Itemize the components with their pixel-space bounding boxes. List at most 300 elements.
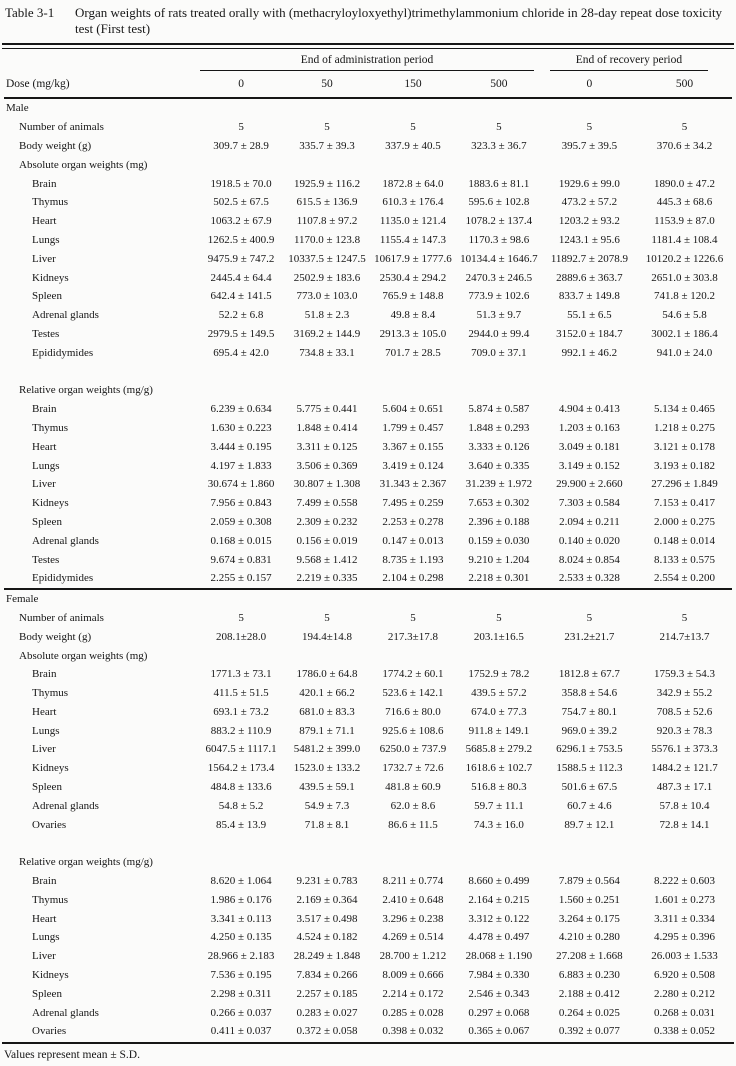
empty-cells xyxy=(198,381,732,400)
cell-value: 5 xyxy=(410,611,416,624)
row-label: Heart xyxy=(32,215,57,228)
cell-value: 1890.0 ± 47.2 xyxy=(653,177,715,190)
cell-value: 7.536 ± 0.195 xyxy=(210,969,272,982)
cell-value: 1883.6 ± 81.1 xyxy=(468,177,530,190)
cell-value: 765.9 ± 148.8 xyxy=(382,290,444,303)
cell-value: 501.6 ± 67.5 xyxy=(561,781,618,794)
cell-value: 54.8 ± 5.2 xyxy=(218,799,264,812)
row-label: Liver xyxy=(32,478,56,491)
cell-value: 2979.5 ± 149.5 xyxy=(207,327,275,340)
cell-value: 1135.0 ± 121.4 xyxy=(379,215,447,228)
cell-value: 1929.6 ± 99.0 xyxy=(558,177,620,190)
cell-value: 3.193 ± 0.182 xyxy=(653,459,715,472)
cell-value: 27.296 ± 1.849 xyxy=(651,478,718,491)
cell-value: 6296.1 ± 753.5 xyxy=(556,743,623,756)
empty-cells xyxy=(198,646,732,665)
table-row xyxy=(4,456,732,475)
section-label: Male xyxy=(6,102,29,115)
cell-value: 7.153 ± 0.417 xyxy=(653,497,715,510)
table-title-text: Organ weights of rats treated orally with (methacryloyloxyethyl)trimethylammonium chloride in 28-day repeat dose toxicity test (First test) xyxy=(75,5,723,36)
cell-value: 85.4 ± 13.9 xyxy=(216,818,267,831)
cell-value: 231.2±21.7 xyxy=(564,630,615,643)
table-row xyxy=(4,343,732,362)
empty-cells xyxy=(198,853,732,872)
cell-value: 883.2 ± 110.9 xyxy=(210,724,272,737)
cell-value: 2.059 ± 0.308 xyxy=(210,515,272,528)
table-row xyxy=(4,703,732,722)
cell-value: 1564.2 ± 173.4 xyxy=(207,762,275,775)
table-row xyxy=(4,796,732,815)
table-row xyxy=(4,287,732,306)
cell-value: 2.219 ± 0.335 xyxy=(296,572,358,585)
row-label: Liver xyxy=(32,743,56,756)
subheader-row xyxy=(4,853,732,872)
cell-value: 0.372 ± 0.058 xyxy=(296,1025,358,1038)
table-row xyxy=(4,437,732,456)
table-row xyxy=(4,569,732,589)
cell-value: 5685.8 ± 279.2 xyxy=(465,743,533,756)
table-row xyxy=(4,665,732,684)
cell-value: 51.8 ± 2.3 xyxy=(304,309,350,322)
cell-value: 4.269 ± 0.514 xyxy=(382,931,444,944)
cell-value: 1.986 ± 0.176 xyxy=(210,893,272,906)
empty-cells xyxy=(198,155,732,174)
cell-value: 0.264 ± 0.025 xyxy=(558,1006,620,1019)
cell-value: 323.3 ± 36.7 xyxy=(471,139,527,152)
cell-value: 7.956 ± 0.843 xyxy=(210,497,272,510)
cell-value: 217.3±17.8 xyxy=(387,630,438,643)
row-label: Brain xyxy=(32,668,57,681)
cell-value: 4.210 ± 0.280 xyxy=(558,931,620,944)
cell-value: 5 xyxy=(496,121,502,134)
cell-value: 3.312 ± 0.122 xyxy=(468,912,530,925)
cell-value: 5.775 ± 0.441 xyxy=(296,403,358,416)
subheader-row xyxy=(4,155,732,174)
table-row xyxy=(4,137,732,156)
cell-value: 3.341 ± 0.113 xyxy=(210,912,272,925)
table-row xyxy=(4,815,732,834)
cell-value: 3.367 ± 0.155 xyxy=(382,440,444,453)
cell-value: 920.3 ± 78.3 xyxy=(656,724,713,737)
table-row xyxy=(4,475,732,494)
cell-value: 5481.2 ± 399.0 xyxy=(293,743,361,756)
row-label: Adrenal glands xyxy=(32,1006,99,1019)
empty-header-cell xyxy=(4,49,198,71)
cell-value: 3152.0 ± 184.7 xyxy=(556,327,623,340)
row-label: Ovaries xyxy=(32,818,67,831)
cell-value: 7.653 ± 0.302 xyxy=(468,497,530,510)
cell-value: 2.309 ± 0.232 xyxy=(296,515,358,528)
cell-value: 3.506 ± 0.369 xyxy=(296,459,358,472)
cell-value: 642.4 ± 141.5 xyxy=(210,290,272,303)
cell-value: 72.8 ± 14.1 xyxy=(659,818,710,831)
dose-value-admin-150: 150 xyxy=(370,71,456,98)
table-row xyxy=(4,947,732,966)
row-label: Number of animals xyxy=(19,121,104,134)
cell-value: 708.5 ± 52.6 xyxy=(656,705,713,718)
table-row xyxy=(4,966,732,985)
cell-value: 1203.2 ± 93.2 xyxy=(558,215,620,228)
cell-value: 2.218 ± 0.301 xyxy=(468,572,530,585)
cell-value: 879.1 ± 71.1 xyxy=(299,724,355,737)
row-label: Epididymides xyxy=(32,346,94,359)
cell-value: 1170.3 ± 98.6 xyxy=(468,233,530,246)
cell-value: 1262.5 ± 400.9 xyxy=(207,233,275,246)
cell-value: 5 xyxy=(324,121,330,134)
cell-value: 1.203 ± 0.163 xyxy=(558,421,620,434)
row-label: Testes xyxy=(32,327,60,340)
cell-value: 4.250 ± 0.135 xyxy=(210,931,272,944)
cell-value: 5 xyxy=(410,121,416,134)
cell-value: 1153.9 ± 87.0 xyxy=(654,215,715,228)
cell-value: 773.0 ± 103.0 xyxy=(296,290,358,303)
cell-value: 925.6 ± 108.6 xyxy=(382,724,444,737)
cell-value: 2445.4 ± 64.4 xyxy=(210,271,272,284)
dose-value-admin-50: 50 xyxy=(284,71,370,98)
row-label: Lungs xyxy=(32,931,60,944)
cell-value: 2.546 ± 0.343 xyxy=(468,987,530,1000)
section-header-row-male xyxy=(4,98,732,118)
cell-value: 2.104 ± 0.298 xyxy=(382,572,444,585)
row-label: Relative organ weights (mg/g) xyxy=(19,856,153,869)
cell-value: 5 xyxy=(586,121,593,134)
cell-value: 86.6 ± 11.5 xyxy=(388,818,438,831)
table-row xyxy=(4,740,732,759)
cell-value: 30.807 ± 1.308 xyxy=(293,478,361,491)
cell-value: 2.257 ± 0.185 xyxy=(296,987,358,1000)
cell-value: 0.147 ± 0.013 xyxy=(382,534,444,547)
row-label: Liver xyxy=(32,252,56,265)
cell-value: 74.3 ± 16.0 xyxy=(473,818,524,831)
cell-value: 9.674 ± 0.831 xyxy=(210,553,272,566)
dose-value-recovery-500: 500 xyxy=(637,71,732,98)
row-label: Lungs xyxy=(32,233,60,246)
table-row xyxy=(4,212,732,231)
table-row xyxy=(4,928,732,947)
table-row xyxy=(4,872,732,891)
row-label: Thymus xyxy=(32,687,69,700)
table-row xyxy=(4,627,732,646)
cell-value: 4.524 ± 0.182 xyxy=(296,931,358,944)
section-label: Female xyxy=(4,589,732,609)
cell-value: 7.499 ± 0.558 xyxy=(296,497,358,510)
table-row xyxy=(4,721,732,740)
table-title-tag: Table 3-1 xyxy=(5,5,55,20)
cell-value: 1918.5 ± 70.0 xyxy=(210,177,272,190)
cell-value: 484.8 ± 133.6 xyxy=(210,781,272,794)
cell-value: 8.222 ± 0.603 xyxy=(653,875,715,888)
cell-value: 3.444 ± 0.195 xyxy=(210,440,272,453)
cell-value: 2.554 ± 0.200 xyxy=(653,572,715,585)
row-label: Spleen xyxy=(32,781,62,794)
cell-value: 9.210 ± 1.204 xyxy=(468,553,530,566)
cell-value: 1618.6 ± 102.7 xyxy=(465,762,533,775)
cell-value: 1.848 ± 0.293 xyxy=(468,421,530,434)
cell-value: 1107.8 ± 97.2 xyxy=(296,215,358,228)
cell-value: 2.214 ± 0.172 xyxy=(382,987,444,1000)
cell-value: 5.134 ± 0.465 xyxy=(653,403,715,416)
cell-value: 754.7 ± 80.1 xyxy=(561,705,618,718)
row-label: Epididymides xyxy=(32,572,94,585)
cell-value: 5 xyxy=(681,121,688,134)
cell-value: 1.848 ± 0.414 xyxy=(296,421,358,434)
cell-value: 28.966 ± 2.183 xyxy=(207,950,275,963)
table-row xyxy=(4,550,732,569)
cell-value: 26.003 ± 1.533 xyxy=(651,950,718,963)
table-row xyxy=(4,531,732,550)
cell-value: 2502.9 ± 183.6 xyxy=(293,271,361,284)
cell-value: 2.169 ± 0.364 xyxy=(296,893,358,906)
cell-value: 3.333 ± 0.126 xyxy=(468,440,530,453)
cell-value: 716.6 ± 80.0 xyxy=(385,705,441,718)
cell-value: 10617.9 ± 1777.6 xyxy=(374,252,452,265)
row-label: Absolute organ weights (mg) xyxy=(19,649,148,662)
cell-value: 0.392 ± 0.077 xyxy=(558,1025,620,1038)
cell-value: 30.674 ± 1.860 xyxy=(207,478,275,491)
cell-value: 5 xyxy=(238,611,244,624)
cell-value: 51.3 ± 9.7 xyxy=(476,309,522,322)
dose-value-admin-0: 0 xyxy=(198,71,284,98)
row-label: Brain xyxy=(32,875,57,888)
cell-value: 8.620 ± 1.064 xyxy=(210,875,272,888)
subheader-row xyxy=(4,381,732,400)
cell-value: 7.834 ± 0.266 xyxy=(296,969,358,982)
cell-value: 8.024 ± 0.854 xyxy=(558,553,620,566)
cell-value: 734.8 ± 33.1 xyxy=(299,346,355,359)
cell-value: 1484.2 ± 121.7 xyxy=(651,762,718,775)
table-row xyxy=(4,249,732,268)
row-label: Brain xyxy=(32,403,57,416)
cell-value: 2.000 ± 0.275 xyxy=(653,515,715,528)
recovery-period-group-cell xyxy=(542,49,732,71)
cell-value: 3.640 ± 0.335 xyxy=(468,459,530,472)
cell-value: 8.133 ± 0.575 xyxy=(653,553,715,566)
row-label: Ovaries xyxy=(32,1025,67,1038)
cell-value: 709.0 ± 37.1 xyxy=(471,346,527,359)
table-row xyxy=(4,1003,732,1022)
table-row xyxy=(4,1022,732,1041)
cell-value: 214.7±13.7 xyxy=(659,630,710,643)
cell-value: 1588.5 ± 112.3 xyxy=(556,762,623,775)
cell-value: 3.419 ± 0.124 xyxy=(382,459,444,472)
cell-value: 5 xyxy=(586,611,593,624)
cell-value: 6.239 ± 0.634 xyxy=(210,403,272,416)
table-title xyxy=(0,0,736,37)
row-label xyxy=(4,362,198,381)
cell-value: 2.255 ± 0.157 xyxy=(210,572,272,585)
cell-value: 487.3 ± 17.1 xyxy=(656,781,713,794)
table-row xyxy=(4,419,732,438)
cell-value: 7.984 ± 0.330 xyxy=(468,969,530,982)
cell-value: 3169.2 ± 144.9 xyxy=(293,327,361,340)
cell-value: 0.285 ± 0.028 xyxy=(382,1006,444,1019)
cell-value: 4.478 ± 0.497 xyxy=(468,931,530,944)
dose-value-admin-500: 500 xyxy=(456,71,542,98)
cell-value: 701.7 ± 28.5 xyxy=(385,346,441,359)
cell-value: 337.9 ± 40.5 xyxy=(385,139,441,152)
table-row xyxy=(4,909,732,928)
cell-value: 1.560 ± 0.251 xyxy=(558,893,620,906)
cell-value: 9.231 ± 0.783 xyxy=(296,875,358,888)
cell-value: 969.0 ± 39.2 xyxy=(561,724,618,737)
cell-value: 6047.5 ± 1117.1 xyxy=(205,743,277,756)
cell-value: 6.920 ± 0.508 xyxy=(653,969,715,982)
row-label: Adrenal glands xyxy=(32,799,99,812)
cell-value: 693.1 ± 73.2 xyxy=(213,705,269,718)
cell-value: 420.1 ± 66.2 xyxy=(299,687,355,700)
cell-value: 1925.9 ± 116.2 xyxy=(293,177,361,190)
cell-value: 208.1±28.0 xyxy=(216,630,267,643)
cell-value: 1786.0 ± 64.8 xyxy=(296,668,358,681)
row-label: Adrenal glands xyxy=(32,534,99,547)
table-row xyxy=(4,494,732,513)
cell-value: 3.121 ± 0.178 xyxy=(653,440,715,453)
cell-value: 4.295 ± 0.396 xyxy=(653,931,715,944)
cell-value: 2.396 ± 0.188 xyxy=(468,515,530,528)
cell-value: 911.8 ± 149.1 xyxy=(468,724,530,737)
cell-value: 395.7 ± 39.5 xyxy=(561,139,618,152)
cell-value: 9.568 ± 1.412 xyxy=(296,553,358,566)
row-label: Body weight (g) xyxy=(19,139,92,152)
cell-value: 1063.2 ± 67.9 xyxy=(210,215,272,228)
footnote: Values represent mean ± S.D. xyxy=(4,1048,140,1061)
row-label: Thymus xyxy=(32,421,69,434)
cell-value: 2530.4 ± 294.2 xyxy=(379,271,447,284)
cell-value: 941.0 ± 24.0 xyxy=(656,346,713,359)
row-label: Heart xyxy=(32,705,57,718)
row-label: Thymus xyxy=(32,893,69,906)
cell-value: 773.9 ± 102.6 xyxy=(468,290,530,303)
dose-value-recovery-0: 0 xyxy=(542,71,637,98)
cell-value: 3.049 ± 0.181 xyxy=(558,440,620,453)
cell-value: 55.1 ± 6.5 xyxy=(567,309,612,322)
cell-value: 0.411 ± 0.037 xyxy=(210,1025,272,1038)
cell-value: 5576.1 ± 373.3 xyxy=(651,743,718,756)
cell-value: 523.6 ± 142.1 xyxy=(382,687,444,700)
cell-value: 28.700 ± 1.212 xyxy=(379,950,447,963)
cell-value: 681.0 ± 83.3 xyxy=(299,705,355,718)
cell-value: 615.5 ± 136.9 xyxy=(296,196,358,209)
cell-value: 6.883 ± 0.230 xyxy=(558,969,620,982)
table-row xyxy=(4,513,732,532)
cell-value: 5 xyxy=(681,611,688,624)
cell-value: 31.239 ± 1.972 xyxy=(465,478,533,491)
cell-value: 342.9 ± 55.2 xyxy=(656,687,713,700)
row-label: Kidneys xyxy=(32,969,69,982)
cell-value: 54.9 ± 7.3 xyxy=(304,799,350,812)
cell-value: 2651.0 ± 303.8 xyxy=(651,271,718,284)
cell-value: 11892.7 ± 2078.9 xyxy=(550,252,628,265)
empty-cells xyxy=(198,834,732,853)
cell-value: 1078.2 ± 137.4 xyxy=(465,215,533,228)
table-row xyxy=(4,400,732,419)
cell-value: 1752.9 ± 78.2 xyxy=(468,668,530,681)
cell-value: 89.7 ± 12.1 xyxy=(564,818,615,831)
row-label: Body weight (g) xyxy=(19,630,92,643)
cell-value: 674.0 ± 77.3 xyxy=(471,705,527,718)
cell-value: 8.211 ± 0.774 xyxy=(382,875,444,888)
cell-value: 1243.1 ± 95.6 xyxy=(558,233,620,246)
recovery-period-label: End of recovery period xyxy=(550,54,708,71)
cell-value: 4.904 ± 0.413 xyxy=(558,403,620,416)
cell-value: 0.297 ± 0.068 xyxy=(468,1006,530,1019)
cell-value: 8.735 ± 1.193 xyxy=(382,553,444,566)
cell-value: 358.8 ± 54.6 xyxy=(561,687,618,700)
cell-value: 0.283 ± 0.027 xyxy=(296,1006,358,1019)
cell-value: 71.8 ± 8.1 xyxy=(304,818,350,831)
cell-value: 4.197 ± 1.833 xyxy=(210,459,272,472)
cell-value: 7.879 ± 0.564 xyxy=(558,875,620,888)
table-row xyxy=(4,231,732,250)
cell-value: 5 xyxy=(324,611,330,624)
cell-value: 3.296 ± 0.238 xyxy=(382,912,444,925)
cell-value: 9475.9 ± 747.2 xyxy=(207,252,275,265)
table-row xyxy=(4,890,732,909)
row-label: Spleen xyxy=(32,515,62,528)
cell-value: 502.5 ± 67.5 xyxy=(213,196,269,209)
row-label: Kidneys xyxy=(32,762,69,775)
cell-value: 2.280 ± 0.212 xyxy=(653,987,715,1000)
cell-value: 1812.8 ± 67.7 xyxy=(558,668,620,681)
table-row xyxy=(4,609,732,628)
cell-value: 27.208 ± 1.668 xyxy=(556,950,623,963)
column-group-row xyxy=(4,49,732,71)
row-label: Adrenal glands xyxy=(32,309,99,322)
subheader-row xyxy=(4,646,732,665)
cell-value: 49.8 ± 8.4 xyxy=(390,309,436,322)
admin-period-group-cell xyxy=(198,49,542,71)
cell-value: 1.601 ± 0.273 xyxy=(653,893,715,906)
table-row xyxy=(4,984,732,1003)
cell-value: 10120.2 ± 1226.6 xyxy=(645,252,724,265)
cell-value: 5 xyxy=(496,611,502,624)
organ-weights-table xyxy=(4,49,732,1041)
spacer-row xyxy=(4,362,732,381)
spacer-row xyxy=(4,834,732,853)
row-label xyxy=(4,834,198,853)
row-label: Spleen xyxy=(32,290,62,303)
cell-value: 0.398 ± 0.032 xyxy=(382,1025,444,1038)
cell-value: 695.4 ± 42.0 xyxy=(213,346,269,359)
cell-value: 54.6 ± 5.8 xyxy=(662,309,707,322)
row-label: Lungs xyxy=(32,459,60,472)
row-label: Thymus xyxy=(32,196,69,209)
cell-value: 0.268 ± 0.031 xyxy=(653,1006,715,1019)
cell-value: 3.264 ± 0.175 xyxy=(558,912,620,925)
cell-value: 3002.1 ± 186.4 xyxy=(651,327,718,340)
table-row xyxy=(4,306,732,325)
cell-value: 1872.8 ± 64.0 xyxy=(382,177,444,190)
cell-value: 0.338 ± 0.052 xyxy=(653,1025,715,1038)
cell-value: 1523.0 ± 133.2 xyxy=(293,762,361,775)
cell-value: 2913.3 ± 105.0 xyxy=(379,327,447,340)
cell-value: 0.156 ± 0.019 xyxy=(296,534,358,547)
cell-value: 335.7 ± 39.3 xyxy=(299,139,355,152)
table-row xyxy=(4,325,732,344)
cell-value: 516.8 ± 80.3 xyxy=(471,781,527,794)
table-row xyxy=(4,118,732,137)
cell-value: 10134.4 ± 1646.7 xyxy=(460,252,538,265)
cell-value: 8.660 ± 0.499 xyxy=(468,875,530,888)
cell-value: 0.159 ± 0.030 xyxy=(468,534,530,547)
cell-value: 2.253 ± 0.278 xyxy=(382,515,444,528)
cell-value: 62.0 ± 8.6 xyxy=(390,799,436,812)
cell-value: 203.1±16.5 xyxy=(473,630,524,643)
row-label: Brain xyxy=(32,177,57,190)
cell-value: 28.068 ± 1.190 xyxy=(465,950,533,963)
cell-value: 445.3 ± 68.6 xyxy=(656,196,713,209)
cell-value: 3.311 ± 0.334 xyxy=(654,912,715,925)
